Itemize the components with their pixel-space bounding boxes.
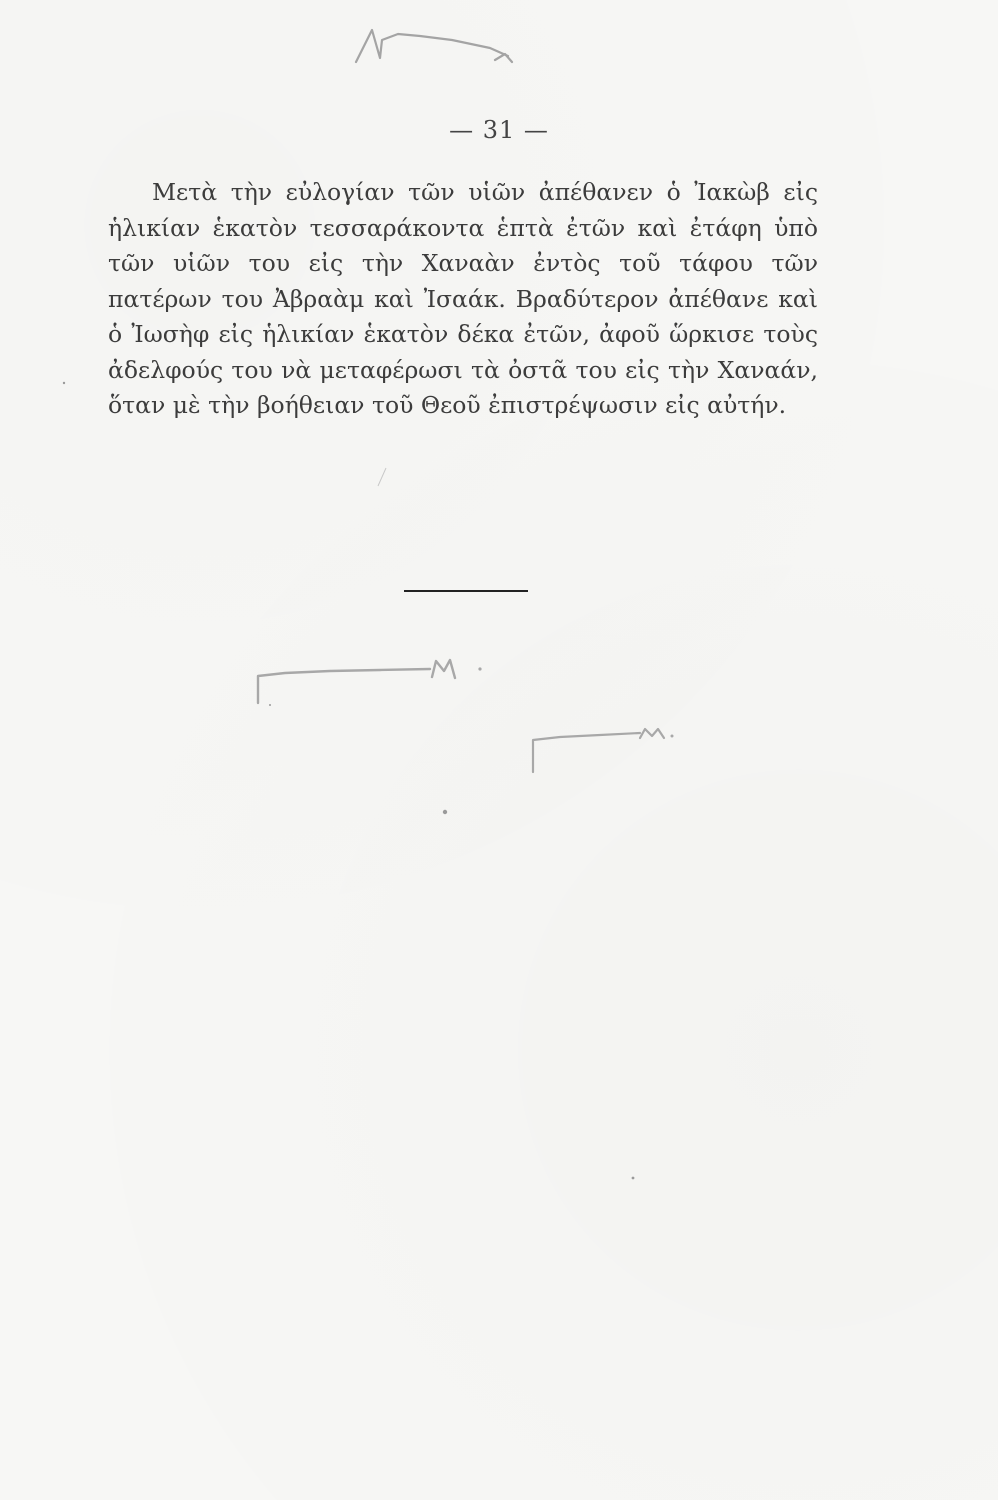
pencil-bracket-mark-1 [258,660,482,703]
pencil-bracket-mark-2 [533,729,674,772]
top-pencil-scribble [356,30,512,62]
paper-specks [63,382,635,1180]
section-end-rule [404,590,528,592]
body-paragraph: Μετὰ τὴν εὐλογίαν τῶν υἱῶν ἀπέθανεν ὁ Ἰακὼβ εἰς ἡλικίαν ἑκατὸν τεσσαράκοντα ἑπτὰ ἐτῶν καὶ ἐτάφη ὑπὸ τῶν υἱῶν του εἰς τὴν Χαναὰν ἐντὸς τοῦ τάφου τῶν πατέρων του Ἀβραὰμ καὶ Ἰσαάκ. Βραδύτερον ἀπέθανε καὶ ὁ Ἰωσὴφ εἰς ἡλικίαν ἑκατὸν δέκα ἐτῶν, ἀφοῦ ὥρκισε τοὺς ἀδελφούς του νὰ μεταφέρωσι τὰ ὀστᾶ του εἰς τὴν Χαναάν, ὅταν μὲ τὴν βοήθειαν τοῦ Θεοῦ ἐπιστρέψωσιν εἰς αὐτήν. [108,178,818,419]
page-number: — 31 — [449,116,549,144]
faint-stroke [378,468,386,486]
